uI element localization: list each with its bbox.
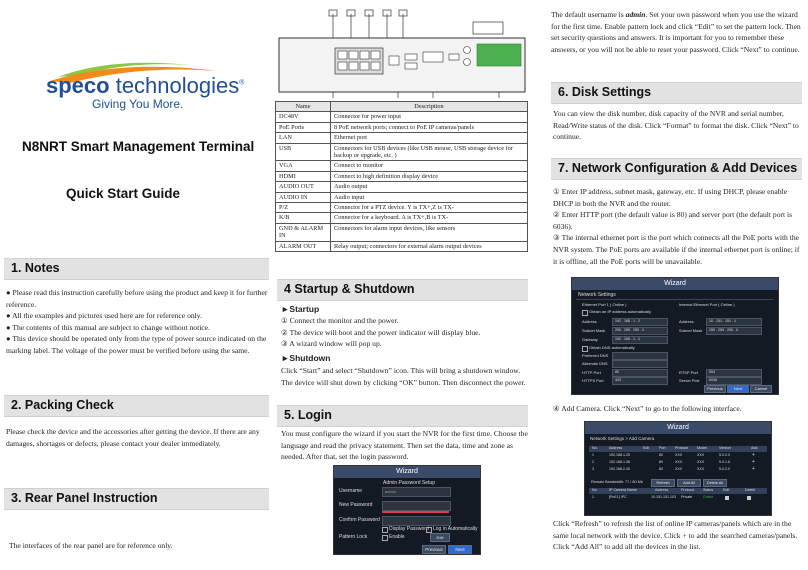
disk-text: You can view the disk number, disk capacity of the NVR and serial number, Read/Write status of the disk. Click “Format” to format the disk. Click “Next” to continue. — [553, 109, 799, 142]
pattern-lock-label: Pattern Lock — [339, 534, 368, 540]
add-camera-wizard-window — [584, 421, 772, 516]
ext-port-label: Ethernet Port 1 ( Online ) — [582, 302, 627, 307]
divider — [576, 299, 774, 300]
network-wizard-window — [571, 277, 779, 395]
table-row — [276, 161, 528, 171]
int-address-field[interactable]: 10 . 151 . 151 . 1 — [706, 318, 762, 326]
edit-button[interactable]: Edit — [430, 533, 450, 542]
edit-icon[interactable] — [725, 496, 729, 500]
password-strength-bar — [382, 511, 449, 513]
int-address-label: Address — [679, 319, 694, 324]
list-item: ● All the examples and pictures used here are for reference only. — [6, 311, 202, 321]
list-item: ● This device should be operated only from the type of power source indicated on the marking label. The voltage of the power must be verified before using the same. — [6, 334, 267, 355]
brand-name-2: technologies — [109, 73, 240, 98]
guide-title: Quick Start Guide — [66, 186, 181, 201]
rear-heading-bar — [4, 488, 269, 510]
address-field[interactable]: 192 . 168 . 1 . 2 — [612, 318, 668, 326]
startup-heading-bar — [277, 279, 528, 301]
cell: 8 PoE network ports; connect to PoE IP cameras/panels — [331, 122, 528, 132]
wizard-title: Wizard — [572, 278, 778, 290]
previous-button[interactable]: Previous — [704, 385, 726, 393]
table-row — [276, 143, 528, 161]
cell: P/Z — [276, 203, 331, 213]
cell: LAN — [276, 133, 331, 143]
add-all-button[interactable]: Add All — [677, 479, 701, 487]
table-row — [276, 122, 528, 132]
shutdown-text: Click “Start” and select “Shutdown” icon. This will bring a shutdown window. The device will shut down by clicking “OK” button. Then disconnect the power. — [281, 366, 526, 387]
cell: GND & ALARM IN — [276, 223, 331, 241]
rtsp-port-label: RTSP Port — [679, 370, 698, 375]
camera-list-header: No. Address Edit Port Protocol Model Version Add — [589, 446, 767, 452]
product-title: N8NRT Smart Management Terminal — [22, 139, 255, 154]
table-row[interactable]: 2 192.168.1.36 80 XXX XXX 5.0.1.6 + — [592, 459, 755, 465]
list-item: ● Please read this instruction carefully before using the product and keep it for further reference. — [6, 288, 268, 309]
cell: ALARM OUT — [276, 241, 331, 251]
gateway-field[interactable]: 192 . 168 . 1 . 1 — [612, 336, 668, 344]
packing-heading: 2. Packing Check — [11, 398, 114, 412]
wizard-title: Wizard — [585, 422, 771, 434]
cell: DC48V — [276, 112, 331, 122]
cell: K/B — [276, 213, 331, 223]
confirm-password-label: Confirm Password — [339, 517, 380, 523]
table-header — [276, 102, 528, 112]
int-subnet-field[interactable]: 255 . 255 . 255 . 0 — [706, 327, 762, 335]
obtain-ip-label: Obtain an IP address automatically — [589, 309, 651, 314]
confirm-password-field[interactable] — [382, 516, 451, 526]
breadcrumb: Network Settings — [578, 292, 616, 298]
table-row — [276, 192, 528, 202]
add-icon[interactable]: + — [752, 466, 755, 472]
cell: AUDIO IN — [276, 192, 331, 202]
http-port-label: HTTP Port — [582, 370, 601, 375]
cell: Connector for a PTZ device. Y is TX+,Z is TX- — [331, 203, 528, 213]
table-row — [276, 241, 528, 251]
list-item: ① Connect the monitor and the power. — [281, 316, 399, 325]
wizard-subtitle: Admin Password Setup — [383, 480, 435, 486]
refresh-text: Click “Refresh” to refresh the list of online IP cameras/panels which are in the same local network with the device. Click + to add the searched cameras/panels. Click “Add All” to add all the devices in the list. — [553, 519, 798, 552]
add-icon[interactable]: + — [752, 452, 755, 458]
cell: Connectors for USB devices (like USB mouse, USB storage device for backup or upgrade, etc. ) — [331, 143, 528, 161]
login-heading: 5. Login — [284, 408, 332, 422]
brand-tagline: Giving You More. — [92, 97, 184, 111]
remain-bandwidth: Remain Bandwidth: 77 / 80 Mb — [591, 480, 643, 484]
int-port-label: Internal Ethernet Port ( Online ) — [679, 302, 735, 307]
network-heading: 7. Network Configuration & Add Devices — [558, 161, 798, 175]
username-field[interactable]: admin — [382, 487, 451, 497]
breadcrumb: Network Settings > Add Camera — [590, 436, 655, 441]
alternate-dns-label: Alternate DNS — [582, 361, 608, 366]
enable-checkbox[interactable] — [382, 535, 388, 541]
brand-name-1: speco — [46, 73, 110, 98]
obtain-dns-checkbox[interactable] — [582, 346, 588, 352]
preferred-dns-field[interactable] — [612, 352, 668, 360]
username-label: Username — [339, 488, 363, 494]
display-password-label: Display Password — [389, 526, 429, 532]
cell: Connector for power input — [331, 112, 528, 122]
network-heading-bar — [551, 158, 802, 180]
packing-text: Please check the device and the accessories after getting the device. If there are any damages, shortages or defects, please contact your dealer immediately. — [6, 427, 260, 448]
disk-heading: 6. Disk Settings — [558, 85, 652, 99]
cell: Connectors for alarm input devices, like sensors — [331, 223, 528, 241]
https-port-field[interactable]: 443 — [612, 377, 668, 385]
default-username: admin — [625, 10, 646, 19]
server-port-field[interactable]: 6036 — [706, 377, 762, 385]
new-password-label: New Password — [339, 502, 373, 508]
text-part: The default username is — [551, 10, 626, 19]
next-button[interactable]: Next — [448, 545, 472, 554]
cell: Connect to high definition display device — [331, 171, 528, 181]
enable-label: Enable — [389, 534, 405, 540]
list-item: ● The contents of this manual are subject to change without notice. — [6, 322, 210, 332]
table-row — [276, 133, 528, 143]
rear-panel-diagram — [273, 8, 529, 100]
rear-panel-icon — [273, 8, 529, 100]
rear-heading: 3. Rear Panel Instruction — [11, 491, 158, 505]
int-subnet-label: Subnet Mask — [679, 328, 703, 333]
wizard-title: Wizard — [334, 466, 480, 478]
obtain-ip-checkbox[interactable] — [582, 310, 588, 316]
delete-all-button[interactable]: Delete All — [703, 479, 727, 487]
obtain-dns-label: Obtain DNS automatically — [589, 345, 635, 350]
table-row — [276, 203, 528, 213]
cell: Audio input — [331, 192, 528, 202]
disk-heading-bar — [551, 82, 802, 104]
cell: Ethernet port — [331, 133, 528, 143]
list-item: ③ A wizard window will pop up. — [281, 339, 382, 349]
rear-panel-table — [275, 101, 528, 252]
table-row — [276, 112, 528, 122]
cell: VGA — [276, 161, 331, 171]
cell: Connect to monitor — [331, 161, 528, 171]
notes-list — [6, 287, 270, 357]
list-item: ③ The internal ethernet port is the port which connects all the PoE ports with the NVR system. The PoE ports are available if the internal ethernet port is online; if it is offline, all the PoE ports will be unavailable. — [553, 233, 800, 266]
notes-heading: 1. Notes — [11, 261, 60, 275]
http-port-field[interactable]: 80 — [612, 369, 668, 377]
cell: AUDIO OUT — [276, 182, 331, 192]
previous-button[interactable]: Previous — [422, 545, 446, 554]
online-status: Online — [703, 495, 714, 499]
cell: PoE Ports — [276, 122, 331, 132]
notes-heading-bar — [4, 258, 269, 280]
subnet-label: Subnet Mask — [582, 328, 606, 333]
cancel-button[interactable]: Cancel — [750, 385, 772, 393]
startup-heading: 4 Startup & Shutdown — [284, 282, 415, 296]
shutdown-subheading: ►Shutdown — [281, 353, 331, 363]
startup-subheading: ►Startup — [281, 304, 320, 314]
table-row[interactable]: 1 192.168.1.25 80 XXX XXX 5.0.2.0 + — [592, 452, 755, 458]
gateway-label: Gateway — [582, 337, 598, 342]
table-row — [276, 171, 528, 181]
table-row — [276, 223, 528, 241]
preferred-dns-label: Preferred DNS — [582, 353, 609, 358]
table-row[interactable]: 3 192.168.2.45 80 XXX XXX 5.0.2.0 + — [592, 466, 755, 472]
header-name: Name — [276, 102, 331, 112]
new-password-field[interactable] — [382, 501, 451, 511]
cell: Connector for a keyboard. A is TX+,B is TX- — [331, 213, 528, 223]
table-row[interactable]: 1 [PoE1] IPC 10.151.151.103 Private Online — [589, 495, 767, 501]
server-port-label: Server Port — [679, 378, 700, 383]
table-row — [276, 213, 528, 223]
login-wizard-window — [333, 465, 481, 555]
display-password-checkbox[interactable] — [382, 527, 388, 533]
address-label: Address — [582, 319, 597, 324]
add-camera-text: ④ Add Camera. Click “Next” to go to the following interface. — [553, 404, 742, 413]
header-description: Description — [331, 102, 528, 112]
delete-icon[interactable] — [747, 496, 751, 500]
list-item: ② The device will boot and the power indicator will display blue. — [281, 327, 481, 337]
text-part: . Set your own password when you use the wizard for the first time. Enable pattern lock and click “Edit” to set the pattern lock. Then set security questions and answers. It is important for you to remember these answers, or you will not be able to reset your password. Click “Next” to continue. — [551, 10, 801, 54]
refresh-button[interactable]: Refresh — [651, 479, 675, 487]
login-text: You must configure the wizard if you start the NVR for the first time. Choose the language and read the privacy statement. Then set the data, time and zone as needed. After that, set the login password. — [281, 429, 528, 462]
rtsp-port-field[interactable]: 554 — [706, 369, 762, 377]
logo — [40, 55, 245, 111]
cell: Relay output; connectors for external alarm output devices — [331, 241, 528, 251]
add-icon[interactable]: + — [752, 459, 755, 465]
network-steps — [553, 186, 803, 267]
startup-steps — [281, 315, 527, 350]
https-port-label: HTTPS Port — [582, 378, 604, 383]
default-username-text — [551, 9, 803, 55]
table-row — [276, 182, 528, 192]
packing-heading-bar — [4, 395, 269, 417]
subnet-field[interactable]: 255 . 255 . 255 . 0 — [612, 327, 668, 335]
cell: HDMI — [276, 171, 331, 181]
rear-text: The interfaces of the rear panel are for reference only. — [9, 541, 173, 550]
cell: Audio output — [331, 182, 528, 192]
cell: USB — [276, 143, 331, 161]
next-button[interactable]: Next — [727, 385, 749, 393]
login-heading-bar — [277, 405, 528, 427]
list-item: ② Enter HTTP port (the default value is 80) and server port (the default port is 6036). — [553, 210, 793, 231]
alternate-dns-field[interactable] — [612, 360, 668, 368]
login-auto-label: Log in Automatically — [433, 526, 478, 532]
added-list-header: No. IP Camera Name Address Protocol Status Edit Delete — [589, 488, 767, 494]
list-item: ① Enter IP address, subnet mask, gateway, etc. If using DHCP, please enable DHCP in both the NVR and the router. — [553, 187, 787, 208]
brand-registered: ® — [239, 79, 245, 87]
